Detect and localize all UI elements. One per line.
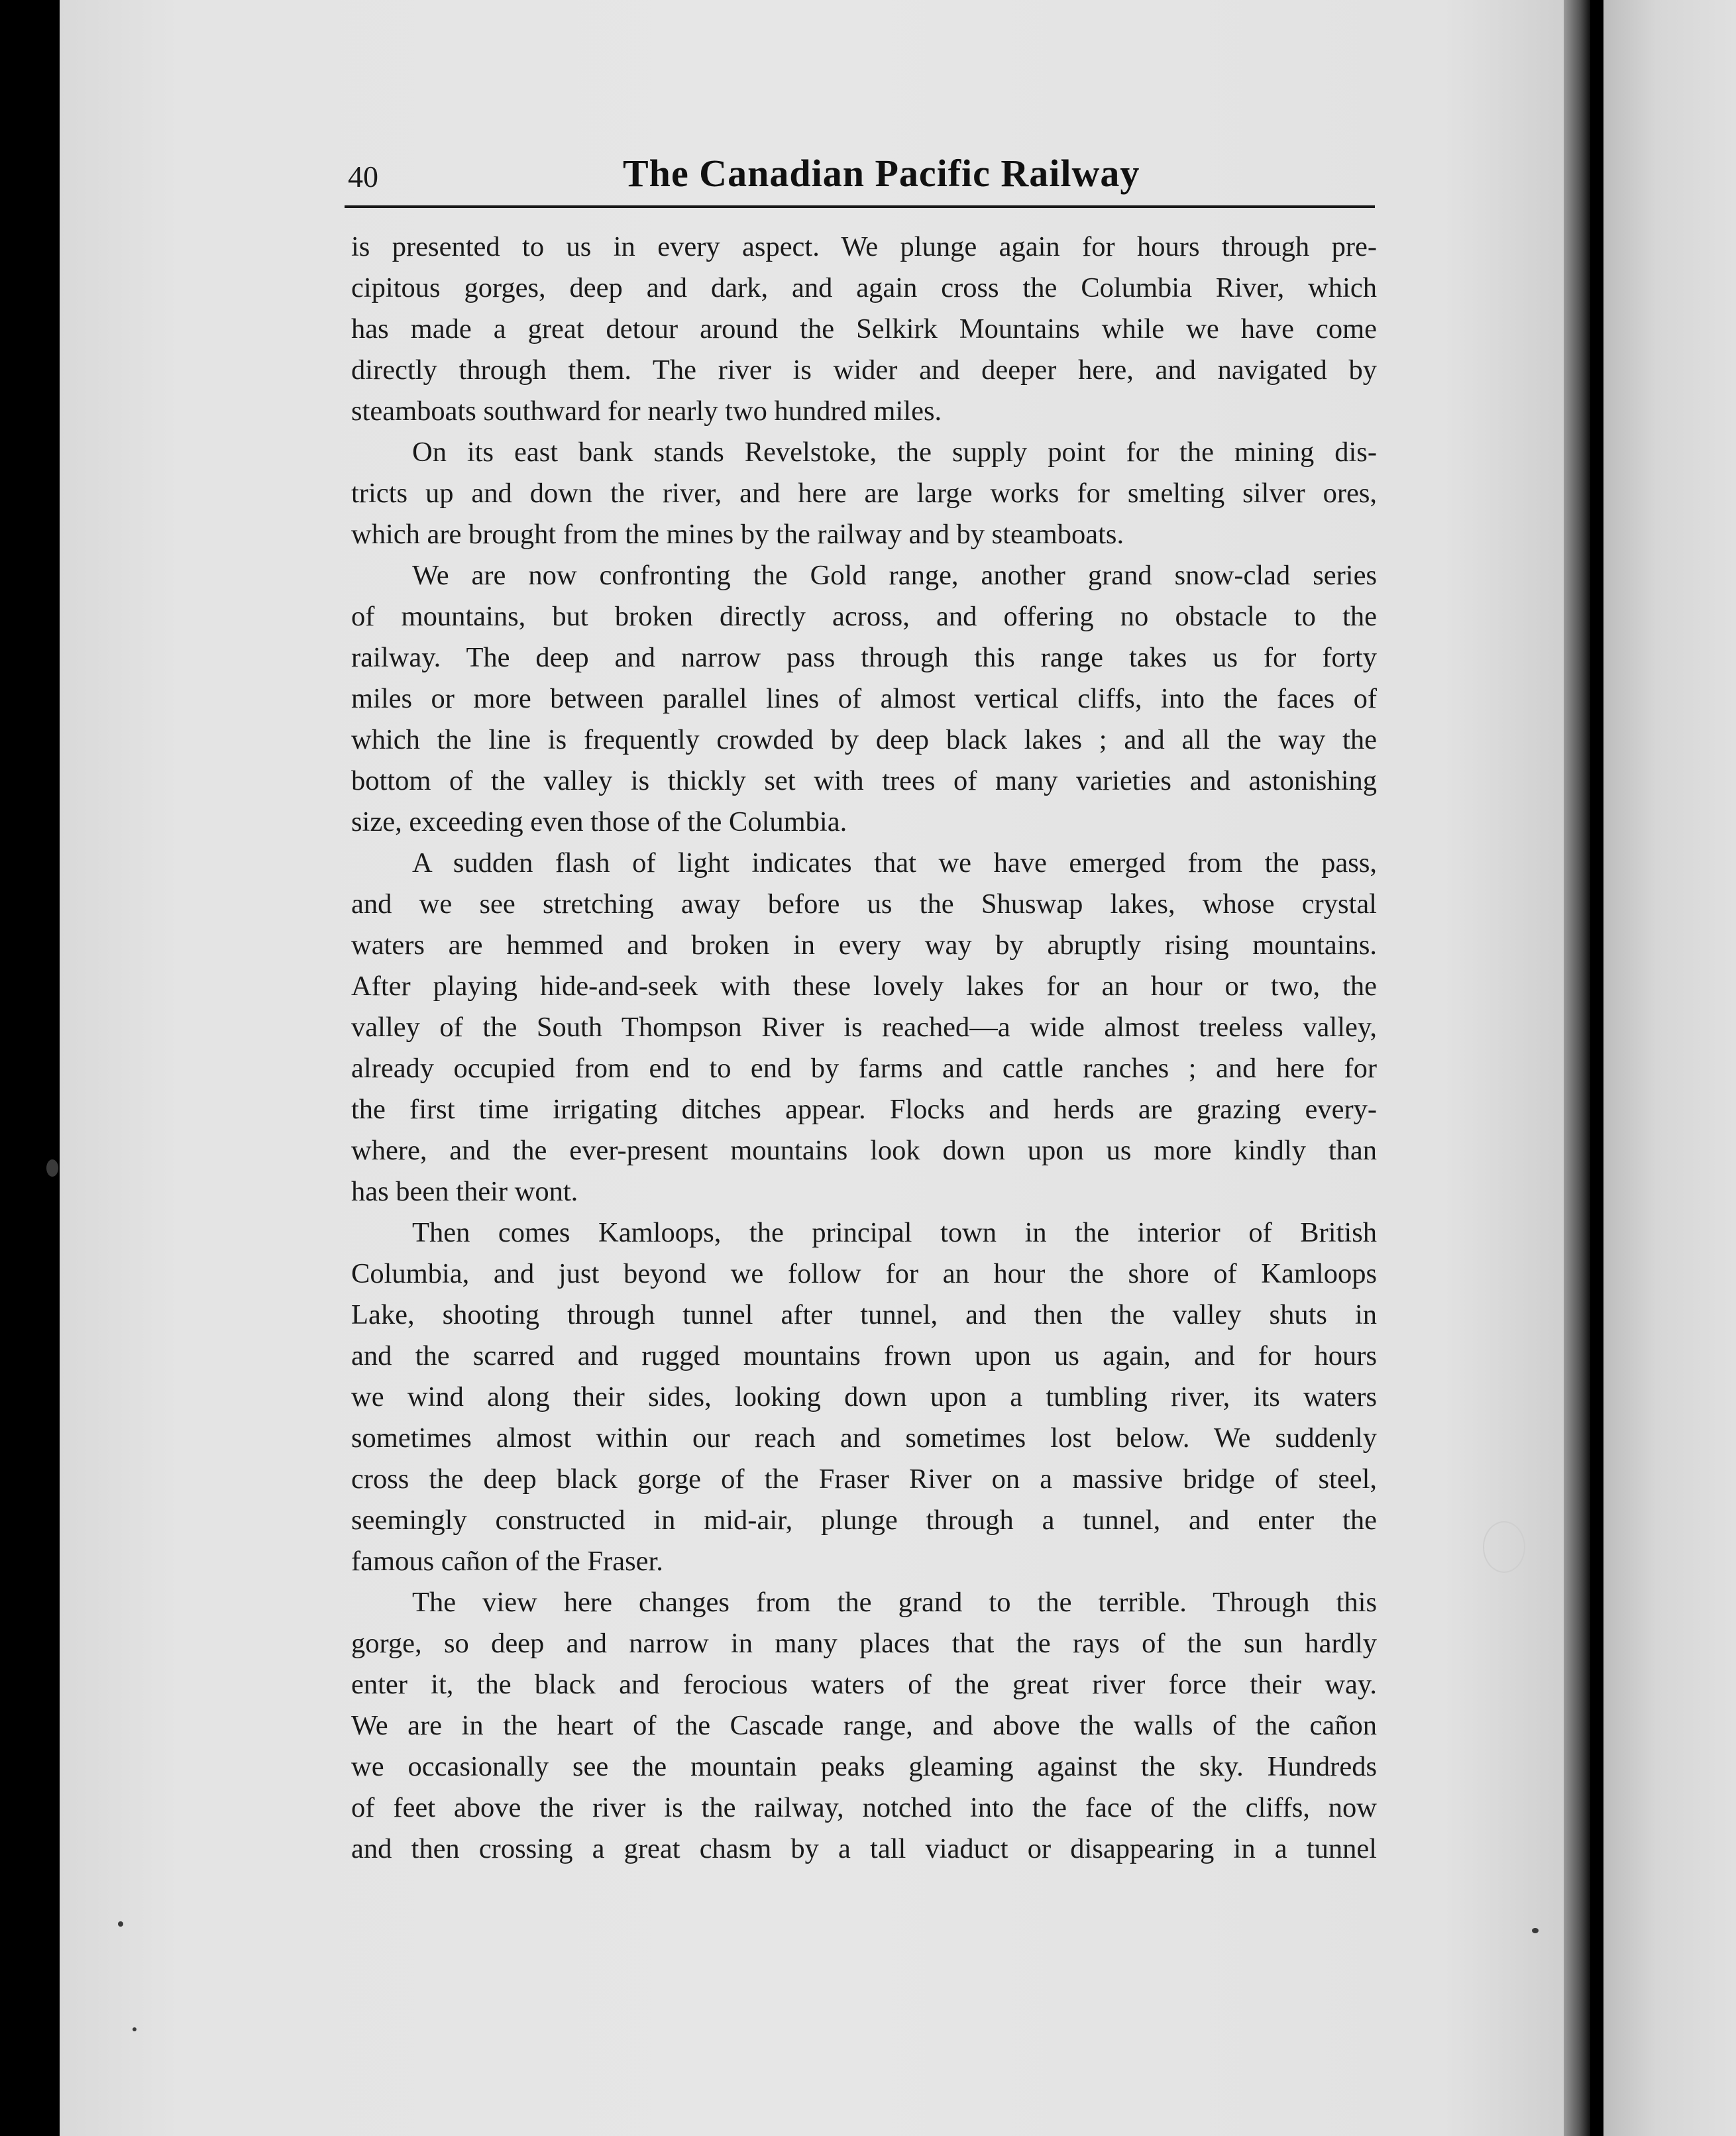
text-line: cipitous gorges, deep and dark, and again cross the Columbia River, which [351, 272, 1377, 303]
text-line: miles or more between parallel lines of almost vertical cliffs, into the faces of [351, 683, 1377, 714]
text-line: Then comes Kamloops, the principal town in the interior of British [412, 1217, 1377, 1248]
text-line: A sudden flash of light indicates that we have emerged from the pass, [412, 847, 1377, 879]
text-line: sometimes almost within our reach and sometimes lost below. We suddenly [351, 1422, 1377, 1454]
body-text [351, 227, 1377, 1870]
text-line: size, exceeding even those of the Columbia. [351, 806, 847, 837]
text-line: and the scarred and rugged mountains frown upon us again, and for hours [351, 1340, 1377, 1371]
text-line: We are in the heart of the Cascade range, and above the walls of the cañon [351, 1710, 1377, 1741]
text-line: the first time irrigating ditches appear. Flocks and herds are grazing every- [351, 1094, 1377, 1125]
scan-speck [118, 1921, 123, 1927]
text-line: cross the deep black gorge of the Fraser River on a massive bridge of steel, [351, 1464, 1377, 1495]
text-line: where, and the ever-present mountains look down upon us more kindly than [351, 1135, 1377, 1166]
header-rule [345, 205, 1375, 208]
page-number: 40 [348, 160, 378, 193]
text-line: enter it, the black and ferocious waters of the great river force their way. [351, 1669, 1377, 1700]
text-line: We are now confronting the Gold range, another grand snow-clad series [412, 560, 1377, 591]
scan-speck [46, 1159, 58, 1177]
scan-speck [1532, 1928, 1539, 1933]
page-header [345, 147, 1375, 200]
text-line: tricts up and down the river, and here are large works for smelting silver ores, [351, 478, 1377, 509]
text-line: waters are hemmed and broken in every way by abruptly rising mountains. [351, 930, 1377, 961]
text-line: steamboats southward for nearly two hundred miles. [351, 396, 942, 427]
text-line: famous cañon of the Fraser. [351, 1546, 663, 1577]
text-line: we wind along their sides, looking down upon a tumbling river, its waters [351, 1381, 1377, 1413]
text-line: and then crossing a great chasm by a tall viaduct or disappearing in a tunnel [351, 1833, 1377, 1864]
text-line: seemingly constructed in mid-air, plunge through a tunnel, and enter the [351, 1505, 1377, 1536]
text-line: of feet above the river is the railway, notched into the face of the cliffs, now [351, 1792, 1377, 1823]
text-line: which the line is frequently crowded by deep black lakes ; and all the way the [351, 724, 1377, 755]
text-line: of mountains, but broken directly across, and offering no obstacle to the [351, 601, 1377, 632]
text-line: has made a great detour around the Selkirk Mountains while we have come [351, 313, 1377, 345]
running-title: The Canadian Pacific Railway [623, 152, 1140, 195]
text-line: valley of the South Thompson River is reached—a wide almost treeless valley, [351, 1012, 1377, 1043]
text-line: has been their wont. [351, 1176, 578, 1207]
text-line: we occasionally see the mountain peaks gleaming against the sky. Hundreds [351, 1751, 1377, 1782]
text-line: is presented to us in every aspect. We plunge again for hours through pre- [351, 231, 1377, 262]
text-line: On its east bank stands Revelstoke, the supply point for the mining dis- [412, 437, 1377, 468]
text-line: Columbia, and just beyond we follow for an hour the shore of Kamloops [351, 1258, 1377, 1289]
facing-page-edge [1603, 0, 1736, 2136]
page-edge-shadow [1564, 0, 1590, 2136]
text-line: and we see stretching away before us the Shuswap lakes, whose crystal [351, 888, 1377, 920]
text-line: bottom of the valley is thickly set with trees of many varieties and astonishing [351, 765, 1377, 796]
text-line: The view here changes from the grand to the terrible. Through this [412, 1587, 1377, 1618]
gutter [1594, 0, 1600, 2136]
scan-speck [133, 2027, 136, 2031]
text-line: Lake, shooting through tunnel after tunnel, and then the valley shuts in [351, 1299, 1377, 1330]
text-line: After playing hide-and-seek with these lovely lakes for an hour or two, the [351, 971, 1377, 1002]
text-line: which are brought from the mines by the railway and by steamboats. [351, 519, 1124, 550]
text-line: already occupied from end to end by farms and cattle ranches ; and here for [351, 1053, 1377, 1084]
text-line: directly through them. The river is wider and deeper here, and navigated by [351, 354, 1377, 386]
paper-blemish [1483, 1521, 1525, 1573]
text-line: railway. The deep and narrow pass through this range takes us for forty [351, 642, 1377, 673]
text-line: gorge, so deep and narrow in many places that the rays of the sun hardly [351, 1628, 1377, 1659]
